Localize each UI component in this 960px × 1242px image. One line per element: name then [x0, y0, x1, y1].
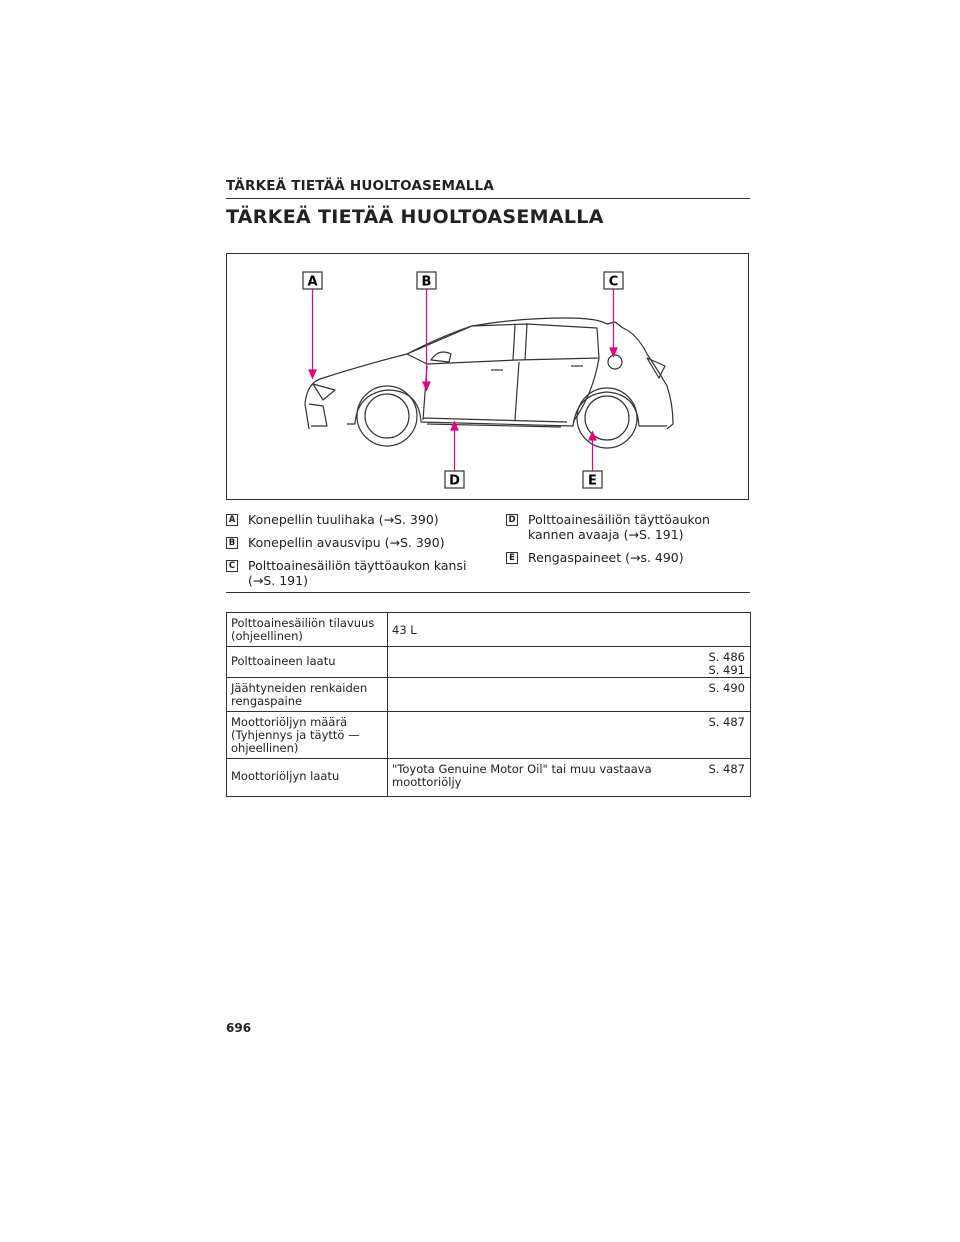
callout-badge-b: B: [226, 537, 238, 549]
page-title: TÄRKEÄ TIETÄÄ HUOLTOASEMALLA: [226, 206, 604, 228]
value-text: "Toyota Genuine Motor Oil" tai muu vastaava moottoriöljy: [392, 762, 652, 789]
row-label: Jäähtyneiden renkaiden rengaspaine: [227, 678, 388, 712]
page-ref: S. 486 S. 491: [708, 650, 745, 677]
callout-text-d: Polttoainesäiliön täyttöaukon kannen avaaja (→S. 191): [528, 512, 710, 542]
callout-item: [226, 558, 476, 588]
callout-badge-d: D: [506, 514, 518, 526]
row-value: [388, 712, 751, 759]
callout-item: [226, 535, 476, 550]
row-value: [388, 647, 751, 678]
table-row: [227, 759, 751, 797]
callout-badge-c: C: [226, 560, 238, 572]
car-side-view: [227, 254, 750, 501]
marker-d: D: [449, 473, 460, 489]
car-body-outline: [305, 318, 673, 429]
table-row: [227, 613, 751, 647]
car-illustration: [226, 253, 749, 500]
callout-badge-e: E: [506, 552, 518, 564]
callout-text-e: Rengaspaineet (→s. 490): [528, 550, 684, 565]
callout-text-b: Konepellin avausvipu (→S. 390): [248, 535, 445, 550]
page-number: 696: [226, 1021, 252, 1035]
marker-b: B: [421, 274, 432, 290]
page-ref: S. 487: [708, 762, 745, 776]
running-header: TÄRKEÄ TIETÄÄ HUOLTOASEMALLA: [226, 178, 750, 199]
row-label: Polttoaineen laatu: [227, 647, 388, 678]
value-text: 43 L: [392, 623, 417, 637]
callout-legend: [226, 512, 750, 593]
row-value: [388, 678, 751, 712]
callout-text-c: Polttoainesäiliön täyttöaukon kansi (→S. 191): [248, 558, 467, 588]
page-ref: S. 490: [708, 681, 745, 695]
window-line: [407, 324, 599, 364]
table-row: [227, 712, 751, 759]
row-value: [388, 613, 751, 647]
callout-text-a: Konepellin tuulihaka (→S. 390): [248, 512, 439, 527]
page-ref: S. 487: [708, 715, 745, 729]
row-value: [388, 759, 751, 797]
spec-table: [226, 612, 751, 797]
marker-c: C: [608, 274, 619, 290]
marker-a: A: [307, 274, 318, 290]
callout-badge-a: A: [226, 514, 238, 526]
marker-e: E: [588, 473, 597, 489]
row-label: Moottoriöljyn määrä (Tyhjennys ja täyttö — ohjeellinen): [227, 712, 388, 759]
front-wheel: [357, 386, 417, 446]
callout-item: [506, 512, 750, 542]
row-label: Moottoriöljyn laatu: [227, 759, 388, 797]
table-row: [227, 678, 751, 712]
row-label: Polttoainesäiliön tilavuus (ohjeellinen): [227, 613, 388, 647]
table-row: [227, 647, 751, 678]
callout-item: [506, 550, 750, 565]
callout-item: [226, 512, 476, 527]
rear-wheel: [577, 388, 637, 448]
